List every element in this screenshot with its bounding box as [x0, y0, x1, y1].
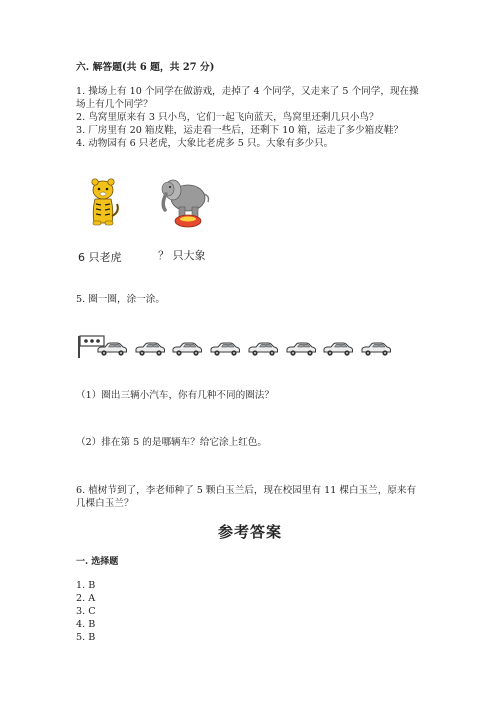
answer-item-2: 2. A: [76, 593, 96, 604]
question-2: 2. 鸟窝里原来有 3 只小鸟，它们一起飞向蓝天，鸟窝里还剩几只小鸟？: [76, 112, 379, 123]
answers-section-1: 一. 选择题: [76, 557, 119, 567]
tiger-icon: [84, 176, 122, 226]
answer-item-4: 4. B: [76, 619, 96, 630]
question-4: 4. 动物园有 6 只老虎，大象比老虎多 5 只。大象有多少只。: [76, 138, 334, 149]
car-icon: [322, 341, 354, 357]
question-1-line-2: 场上有几个同学？: [76, 99, 153, 110]
car-icon: [96, 341, 128, 357]
question-5: 5. 圈一圈，涂一涂。: [76, 294, 165, 305]
question-6-line-1: 6. 植树节到了，李老师种了 5 颗白玉兰后，现在校园里有 11 棵白玉兰，原来有: [76, 485, 417, 496]
question-5-part-2: （2）排在第 5 的是哪辆车？给它涂上红色。: [76, 437, 267, 448]
elephant-label: ？ 只大象: [158, 249, 206, 262]
section-heading: 六. 解答题(共 6 题，共 27 分): [76, 62, 215, 73]
answer-item-1: 1. B: [76, 580, 96, 591]
elephant-icon: [158, 176, 216, 228]
tiger-label: 6 只老虎: [78, 251, 122, 264]
question-5-part-1: （1）圈出三辆小汽车，你有几种不同的圈法？: [76, 390, 274, 401]
car-icon: [134, 341, 166, 357]
question-3: 3. 厂房里有 20 箱皮鞋，运走看一些后，还剩下 10 箱，运走了多少箱皮鞋？: [76, 125, 404, 136]
answer-item-3: 3. C: [76, 606, 96, 617]
car-icon: [247, 341, 279, 357]
car-icon: [171, 341, 203, 357]
car-icon: [360, 341, 392, 357]
answers-title: 参考答案: [217, 523, 282, 541]
car-icon: [209, 341, 241, 357]
answer-item-5: 5. B: [76, 632, 96, 643]
car-icon: [285, 341, 317, 357]
question-1-line-1: 1. 操场上有 10 个同学在做游戏，走掉了 4 个同学，又走来了 5 个同学，现在操: [76, 86, 419, 97]
question-6-line-2: 几棵白玉兰？: [76, 498, 134, 509]
